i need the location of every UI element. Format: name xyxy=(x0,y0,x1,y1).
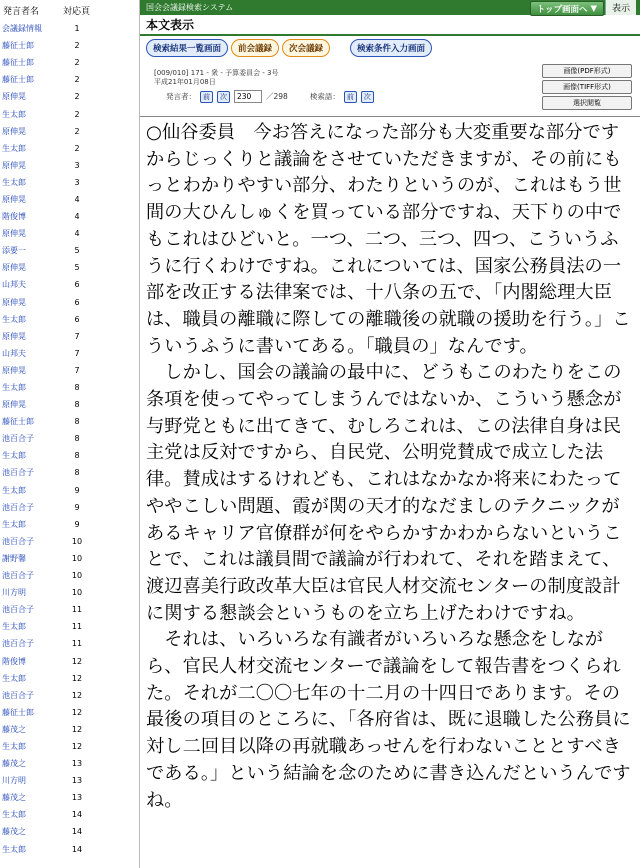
page-number: 8 xyxy=(74,383,80,393)
speaker-link[interactable]: 藤征士郎 xyxy=(2,75,34,85)
page-number: 3 xyxy=(74,177,80,187)
speaker-row xyxy=(0,584,139,601)
prev-speech-button[interactable]: 前 xyxy=(200,91,213,103)
page-number: 4 xyxy=(74,194,80,204)
page-number: 7 xyxy=(74,348,80,358)
navigation-bar xyxy=(140,36,640,60)
page-number: 11 xyxy=(71,639,83,649)
speaker-row xyxy=(0,71,139,88)
speaker-row xyxy=(0,687,139,704)
speaker-link[interactable]: 山邦夫 xyxy=(2,348,26,358)
speaker-link[interactable]: 池百合子 xyxy=(2,639,34,649)
speaker-row xyxy=(0,276,139,293)
speaker-row xyxy=(0,550,139,567)
speaker-row xyxy=(0,738,139,755)
speaker-row xyxy=(0,823,139,840)
speaker-row xyxy=(0,140,139,157)
speaker-row xyxy=(0,105,139,122)
page-number: 6 xyxy=(74,297,80,307)
speaker-link[interactable]: 原伸晃 xyxy=(2,194,26,204)
image-pdf-button[interactable]: 画像(PDF形式) xyxy=(542,64,632,78)
speaker-row xyxy=(0,601,139,618)
speaker-link[interactable]: 生太郎 xyxy=(2,109,26,119)
speaker-link[interactable]: 原伸晃 xyxy=(2,400,26,410)
speaker-link[interactable]: 川方明 xyxy=(2,776,26,786)
page-number: 2 xyxy=(74,75,80,85)
meeting-info-box xyxy=(146,64,634,114)
speaker-link[interactable]: 階俊博 xyxy=(2,212,26,222)
main-content-frame xyxy=(140,0,640,868)
speaker-link[interactable]: 川方明 xyxy=(2,588,26,598)
speaker-link[interactable]: 生太郎 xyxy=(2,485,26,495)
speaker-link[interactable]: 原伸晃 xyxy=(2,126,26,136)
page-number: 8 xyxy=(74,468,80,478)
next-hit-button[interactable]: 次 xyxy=(361,91,374,103)
page-number: 2 xyxy=(74,143,80,153)
system-name: 国会会議録検索システム xyxy=(146,3,234,12)
speaker-link[interactable]: 山邦夫 xyxy=(2,280,26,290)
speaker-row xyxy=(0,413,139,430)
speaker-link[interactable]: 生太郎 xyxy=(2,844,26,854)
speaker-row xyxy=(0,652,139,669)
speaker-link[interactable]: 藤茂之 xyxy=(2,793,26,803)
speaker-link[interactable]: 池百合子 xyxy=(2,605,34,615)
speaker-link[interactable]: 池百合子 xyxy=(2,536,34,546)
page-column-header: 対応頁 xyxy=(63,6,91,17)
speaker-row xyxy=(0,755,139,772)
page-number: 8 xyxy=(74,417,80,427)
prev-meeting-button[interactable]: 前会議録 xyxy=(231,39,279,57)
speaker-row xyxy=(0,396,139,413)
speaker-row xyxy=(0,447,139,464)
speaker-row xyxy=(0,841,139,858)
prev-hit-button[interactable]: 前 xyxy=(344,91,357,103)
speaker-link[interactable]: 生太郎 xyxy=(2,177,26,187)
speaker-row xyxy=(0,328,139,345)
speaker-row xyxy=(0,242,139,259)
speaker-link[interactable]: 生太郎 xyxy=(2,741,26,751)
speaker-index-header xyxy=(0,0,139,20)
page-number: 11 xyxy=(71,622,83,632)
page-number: 12 xyxy=(71,690,83,700)
system-header-bar xyxy=(140,0,640,15)
speaker-row xyxy=(0,362,139,379)
page-number: 12 xyxy=(71,673,83,683)
page-number: 14 xyxy=(71,810,83,820)
speaker-row xyxy=(0,464,139,481)
speaker-link[interactable]: 生太郎 xyxy=(2,810,26,820)
speaker-link[interactable]: 原伸晃 xyxy=(2,229,26,239)
speaker-link[interactable]: 原伸晃 xyxy=(2,92,26,102)
speaker-link[interactable]: 生太郎 xyxy=(2,143,26,153)
page-title: 本文表示 xyxy=(140,15,640,36)
page-number: 4 xyxy=(74,229,80,239)
page-number: 9 xyxy=(74,502,80,512)
speaker-column-header: 発言者名 xyxy=(3,6,40,17)
speaker-list xyxy=(0,20,139,858)
speaker-link[interactable]: 添要一 xyxy=(2,246,26,256)
speaker-row xyxy=(0,772,139,789)
speaker-row xyxy=(0,499,139,516)
page-number: 9 xyxy=(74,485,80,495)
speaker-row xyxy=(0,225,139,242)
page-number: 8 xyxy=(74,434,80,444)
speaker-row xyxy=(0,482,139,499)
page-number: 9 xyxy=(74,519,80,529)
page-number: 8 xyxy=(74,400,80,410)
page-number: 12 xyxy=(71,707,83,717)
page-number: 2 xyxy=(74,109,80,119)
view-options xyxy=(542,64,632,110)
speaker-row xyxy=(0,789,139,806)
speaker-row xyxy=(0,635,139,652)
speaker-row xyxy=(0,157,139,174)
image-tiff-button[interactable]: 画像(TIFF形式) xyxy=(542,80,632,94)
speech-text xyxy=(140,117,640,814)
speaker-row xyxy=(0,516,139,533)
speaker-row xyxy=(0,174,139,191)
meeting-identifier: [009/010] 171 - 衆 - 予算委員会 - 3号 xyxy=(154,69,279,77)
speaker-row xyxy=(0,806,139,823)
selected-view-button[interactable]: 選択閲覧 xyxy=(542,96,632,110)
speaker-row xyxy=(0,54,139,71)
chevron-down-icon: ▼ xyxy=(590,3,597,14)
speaker-link[interactable]: 藤征士郎 xyxy=(2,58,34,68)
page-number: 6 xyxy=(74,280,80,290)
next-speech-button[interactable]: 次 xyxy=(217,91,230,103)
speech-number-input[interactable] xyxy=(234,90,262,103)
meeting-date: 平成21年01月08日 xyxy=(154,78,216,86)
page-number: 14 xyxy=(71,844,83,854)
page-number: 2 xyxy=(74,41,80,51)
page-number: 8 xyxy=(74,451,80,461)
speaker-row xyxy=(0,191,139,208)
speaker-link[interactable]: 生太郎 xyxy=(2,383,26,393)
speaker-link[interactable]: 藤征士郎 xyxy=(2,41,34,51)
speaker-index-panel xyxy=(0,0,140,868)
page-number: 12 xyxy=(71,656,83,666)
page-number: 13 xyxy=(71,776,83,786)
speaker-link[interactable]: 藤征士郎 xyxy=(2,707,34,717)
page-number: 14 xyxy=(71,827,83,837)
page-number: 5 xyxy=(74,246,80,256)
speaker-link[interactable]: 生太郎 xyxy=(2,673,26,683)
speaker-link[interactable]: 藤茂之 xyxy=(2,759,26,769)
speaker-label: 発言者： xyxy=(166,92,196,101)
speaker-link[interactable]: 会議録情報 xyxy=(2,24,42,34)
speaker-link[interactable]: 原伸晃 xyxy=(2,297,26,307)
search-word-label: 検索語： xyxy=(309,92,340,101)
page-number: 1 xyxy=(74,24,80,34)
speaker-link[interactable]: 生太郎 xyxy=(2,451,26,461)
speaker-row xyxy=(0,379,139,396)
speaker-row xyxy=(0,88,139,105)
speaker-link[interactable]: 池百合子 xyxy=(2,571,34,581)
page-number: 13 xyxy=(71,759,83,769)
top-screen-label: トップ画面へ xyxy=(536,4,588,15)
speaker-row xyxy=(0,311,139,328)
page-number: 2 xyxy=(74,58,80,68)
results-list-button[interactable]: 検索結果一覧画面 xyxy=(146,39,228,57)
speaker-link[interactable]: 階俊博 xyxy=(2,656,26,666)
page-number: 6 xyxy=(74,314,80,324)
speaker-link[interactable]: 池百合子 xyxy=(2,434,34,444)
speech-navigator xyxy=(166,90,374,103)
speaker-link[interactable]: 生太郎 xyxy=(2,314,26,324)
page-number: 7 xyxy=(74,365,80,375)
speech-total: ／298 xyxy=(266,92,288,101)
speaker-row xyxy=(0,259,139,276)
speaker-link[interactable]: 生太郎 xyxy=(2,519,26,529)
search-conditions-button[interactable]: 検索条件入力画面 xyxy=(350,39,432,57)
page-number: 7 xyxy=(74,331,80,341)
next-meeting-button[interactable]: 次会議録 xyxy=(282,39,330,57)
speaker-link[interactable]: 池百合子 xyxy=(2,502,34,512)
speaker-row xyxy=(0,345,139,362)
page-number: 12 xyxy=(71,741,83,751)
page-number: 10 xyxy=(71,588,83,598)
speaker-link[interactable]: 原伸晃 xyxy=(2,160,26,170)
speaker-link[interactable]: 原伸晃 xyxy=(2,263,26,273)
page-number: 10 xyxy=(71,571,83,581)
speaker-link[interactable]: 藤征士郎 xyxy=(2,417,34,427)
speech-paragraph: ○仙谷委員 今お答えになった部分も大変重要な部分ですからじっくりと議論をさせていただきますが、その前にもっとわかりやすい部分、わたりというのが、これはもう世間の大ひんしゅくを買っている部分ですね、天下りの中でもこれはひどいと。一つ、二つ、三つ、四つ、こういうふうに行くわけですね。これについては、国家公務員法の一部を改正する法律案では、十八条の五で、「内閣総理大臣は、職員の離職に際しての離職後の就職の援助を行う。」こういうふうに書いてある。「職員の」なんです。 xyxy=(146,122,631,357)
speaker-row xyxy=(0,670,139,687)
speaker-row xyxy=(0,20,139,37)
page-number: 10 xyxy=(71,553,83,563)
speaker-row xyxy=(0,704,139,721)
page-number: 12 xyxy=(71,724,83,734)
speaker-link[interactable]: 謝野馨 xyxy=(2,553,26,563)
page-number: 5 xyxy=(74,263,80,273)
speaker-link[interactable]: 藤茂之 xyxy=(2,827,26,837)
page-number: 13 xyxy=(71,793,83,803)
page-number: 10 xyxy=(71,536,83,546)
speaker-row xyxy=(0,37,139,54)
display-toggle[interactable]: 表示 xyxy=(605,0,636,15)
speaker-link[interactable]: 原伸晃 xyxy=(2,365,26,375)
top-screen-button[interactable] xyxy=(530,1,604,16)
page-number: 2 xyxy=(74,126,80,136)
speaker-link[interactable]: 池百合子 xyxy=(2,468,34,478)
speaker-row xyxy=(0,430,139,447)
page-number: 3 xyxy=(74,160,80,170)
speaker-row xyxy=(0,208,139,225)
speaker-row xyxy=(0,567,139,584)
speaker-link[interactable]: 池百合子 xyxy=(2,690,34,700)
speaker-link[interactable]: 藤茂之 xyxy=(2,724,26,734)
speaker-row xyxy=(0,294,139,311)
speaker-row xyxy=(0,123,139,140)
page-number: 2 xyxy=(74,92,80,102)
speaker-row xyxy=(0,533,139,550)
page-number: 4 xyxy=(74,212,80,222)
speech-paragraph: それは、いろいろな有識者がいろいろな懸念をしながら、官民人材交流センターで議論をして報告書をつくられた。それが二〇〇七年の十二月の十四日であります。その最後の項目のところに、「各府省は、既に退職した公務員に対し二回目以降の再就職あっせんを行わないこととすべきである。」という結論を念のために書き込んだというんですね。 xyxy=(146,629,631,811)
speaker-link[interactable]: 生太郎 xyxy=(2,622,26,632)
speech-paragraph: しかし、国会の議論の最中に、どうもこのわたりをこの条項を使ってやってしまうんではないか、こういう懸念が与野党ともに出てきて、むしろこれは、この法律自身は民主党は反対ですから、自民党、公明党賛成で成立した法律。賛成はするけれども、これはなかなか将来にわたってややこしい問題、霞が関の天才的なだましのテクニックがあるキャリア官僚群が何をやらかすかわからないということで、これは議員間で議論が行われて、それを踏まえて、渡辺喜美行政改革大臣は官民人材交流センターの制度設計に関する懇談会というものを立ち上げたわけですね。 xyxy=(146,362,622,624)
speaker-row xyxy=(0,618,139,635)
page-number: 11 xyxy=(71,605,83,615)
speaker-row xyxy=(0,721,139,738)
speaker-link[interactable]: 原伸晃 xyxy=(2,331,26,341)
